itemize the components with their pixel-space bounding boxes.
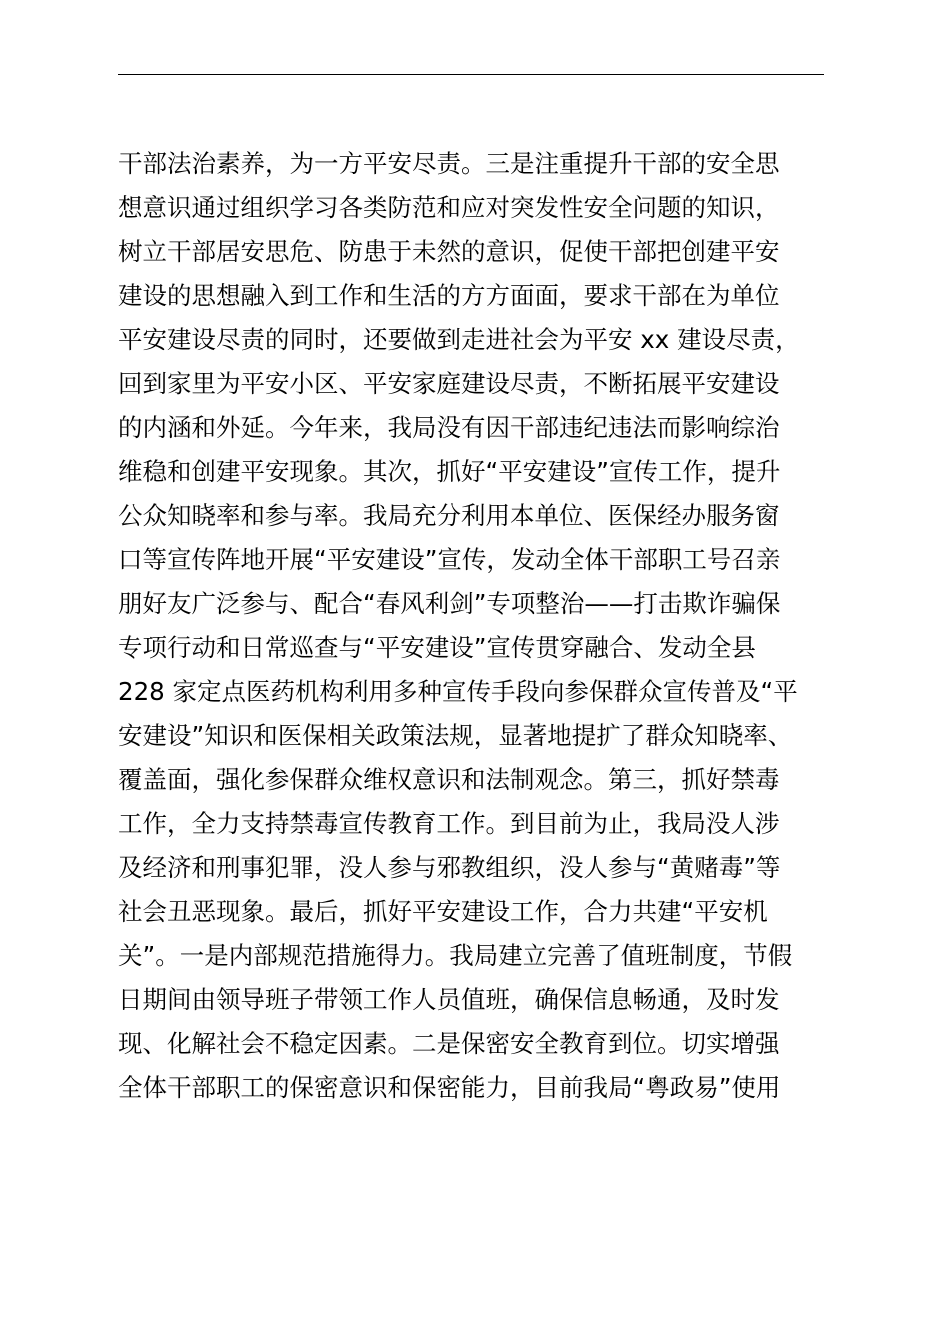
text-line: 关”。一是内部规范措施得力。我局建立完善了值班制度，节假 (118, 941, 793, 970)
text-line: 228 家定点医药机构利用多种宣传手段向参保群众宣传普及“平 (118, 677, 798, 706)
text-line: 及经济和刑事犯罪，没人参与邪教组织，没人参与“黄赌毒”等 (118, 853, 781, 882)
text-line: 的内涵和外延。今年来，我局没有因干部违纪违法而影响综治 (118, 413, 780, 442)
text-line: 专项行动和日常巡查与“平安建设”宣传贯穿融合、发动全县 (118, 633, 756, 662)
text-line: 朋好友广泛参与、配合“春风利剑”专项整治——打击欺诈骗保 (118, 589, 781, 618)
text-line: 想意识通过组织学习各类防范和应对突发性安全问题的知识， (118, 193, 780, 222)
text-line: 公众知晓率和参与率。我局充分利用本单位、医保经办服务窗 (118, 501, 780, 530)
body-paragraph (118, 142, 838, 1110)
text-line: 回到家里为平安小区、平安家庭建设尽责，不断拓展平安建设 (118, 369, 780, 398)
text-line: 建设的思想融入到工作和生活的方方面面，要求干部在为单位 (118, 281, 780, 310)
text-line: 社会丑恶现象。最后，抓好平安建设工作，合力共建“平安机 (118, 897, 768, 926)
text-line: 工作，全力支持禁毒宣传教育工作。到目前为止，我局没人涉 (118, 809, 780, 838)
text-line: 安建设”知识和医保相关政策法规，显著地提扩了群众知晓率、 (118, 721, 793, 750)
text-line: 树立干部居安思危、防患于未然的意识，促使干部把创建平安 (118, 237, 780, 266)
text-line: 全体干部职工的保密意识和保密能力，目前我局“粤政易”使用 (118, 1073, 781, 1102)
text-line: 干部法治素养，为一方平安尽责。三是注重提升干部的安全思 (118, 149, 780, 178)
text-line: 平安建设尽责的同时，还要做到走进社会为平安 xx 建设尽责， (118, 325, 800, 354)
text-line: 维稳和创建平安现象。其次，抓好“平安建设”宣传工作，提升 (118, 457, 781, 486)
text-line: 覆盖面，强化参保群众维权意识和法制观念。第三，抓好禁毒 (118, 765, 780, 794)
text-line: 口等宣传阵地开展“平安建设”宣传，发动全体干部职工号召亲 (118, 545, 781, 574)
text-line: 现、化解社会不稳定因素。二是保密安全教育到位。切实增强 (118, 1029, 780, 1058)
header-rule (118, 74, 824, 75)
text-line: 日期间由领导班子带领工作人员值班，确保信息畅通，及时发 (118, 985, 780, 1014)
